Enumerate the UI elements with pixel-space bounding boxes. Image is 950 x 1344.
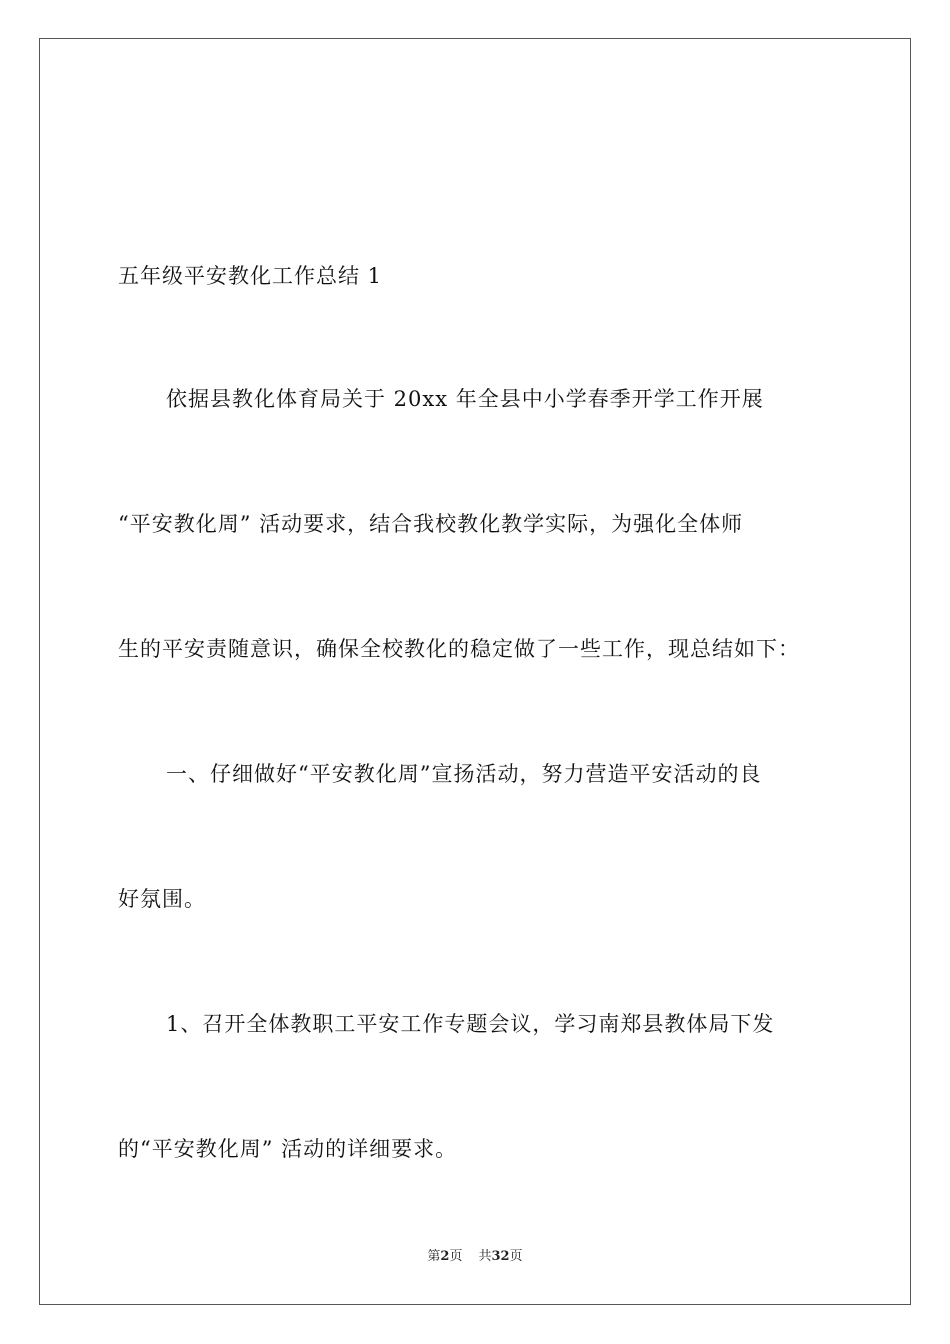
paragraph-line-3: 生的平安责随意识，确保全校教化的稳定做了一些工作，现总结如下： — [118, 637, 800, 661]
footer-page-number: 2 — [440, 1249, 450, 1264]
item-line-2: 的“平安教化周” 活动的详细要求。 — [118, 1137, 458, 1161]
page-border — [39, 38, 911, 1305]
paragraph-line-2: “平安教化周” 活动要求，结合我校教化教学实际，为强化全体师 — [118, 512, 744, 536]
footer-page-prefix: 第 — [427, 1249, 441, 1264]
section-heading-line-1: 一、仔细做好“平安教化周”宣扬活动，努力营造平安活动的良 — [166, 762, 762, 786]
paragraph-line-1: 依据县教化体育局关于 20xx 年全县中小学春季开学工作开展 — [166, 387, 764, 411]
footer-total-number: 32 — [491, 1249, 510, 1264]
document-title: 五年级平安教化工作总结 1 — [118, 264, 383, 288]
item-line-1: 1、召开全体教职工平安工作专题会议，学习南郑县教体局下发 — [166, 1012, 775, 1036]
page-footer — [0, 1248, 950, 1266]
footer-total-suffix: 页 — [509, 1249, 523, 1264]
footer-page-suffix: 页 — [449, 1249, 463, 1264]
footer-total-prefix: 共 — [478, 1249, 492, 1264]
section-heading-line-2: 好氛围。 — [118, 887, 206, 911]
